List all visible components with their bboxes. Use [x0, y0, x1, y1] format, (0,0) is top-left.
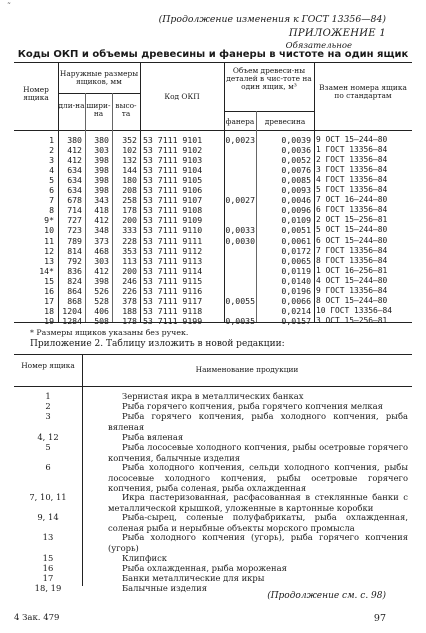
cell-height: 200: [122, 265, 137, 276]
appendix2-intro: Приложение 2. Таблицу изложить в новой редакции:: [30, 339, 285, 349]
cell-width: 398: [94, 185, 109, 196]
cell-height: 178: [122, 315, 137, 326]
cell-wood: 0,0036: [281, 145, 311, 156]
order-number: 4 Зак. 479: [14, 613, 60, 623]
cell-wood: 0,0196: [281, 285, 311, 296]
cell-replace: 6 ОСТ 15—244—80: [316, 235, 388, 245]
cell-height: 208: [122, 185, 137, 196]
col-header-height: высо-та: [115, 101, 137, 118]
cell-width: 418: [94, 205, 109, 216]
cell-box-no: 14*: [39, 265, 54, 276]
cell-width: 398: [94, 175, 109, 186]
cell-replace: 3 ОСТ 15—256—81: [316, 315, 388, 325]
cell-replace: 6 ГОСТ 13356—84: [316, 205, 388, 215]
cell-replace: 5 ОСТ 15—244—80: [316, 225, 388, 235]
product-row-number: 6: [45, 462, 51, 472]
product-row-number: 17: [42, 573, 54, 583]
product-row-number: 15: [42, 553, 54, 563]
cell-plywood: 0,0055: [225, 295, 255, 306]
cell-replace: 4 ГОСТ 13356—84: [316, 175, 388, 185]
cell-wood: 0,0109: [281, 215, 311, 226]
cell-replace: 1 ОСТ 16—256—81: [316, 265, 388, 275]
appendix-title: ПРИЛОЖЕНИЕ 1: [288, 28, 386, 39]
cell-width: 468: [94, 245, 109, 256]
col-header-dimensions: Наружные размеры ящиков, мм: [59, 69, 139, 86]
cell-box-no: 15: [44, 275, 54, 286]
cell-okp: 53 7111 9107: [143, 195, 203, 206]
cell-wood: 0,0066: [281, 295, 311, 306]
cell-replace: 8 ОСТ 15—244—80: [316, 295, 388, 305]
product-row-number: 1: [45, 391, 51, 401]
col-header-okp: Код ОКП: [164, 92, 200, 101]
cell-okp: 53 7111 9109: [143, 215, 203, 226]
product-row-number: 13: [42, 532, 54, 542]
cell-length: 412: [67, 155, 82, 166]
cell-height: 144: [122, 165, 137, 176]
product-row-text: Рыба лососевые холодного копчения, рыбы осетровые горячего копчения, балычные изделия: [108, 442, 408, 463]
cell-okp: 53 7111 9115: [143, 275, 203, 286]
cell-okp: 53 7111 9106: [143, 185, 203, 196]
cell-box-no: 18: [44, 305, 54, 316]
cell-okp: 53 7111 9104: [143, 165, 203, 176]
cell-replace: 9 ОСТ 15—244—80: [316, 135, 388, 144]
cell-length: 380: [67, 135, 82, 145]
cell-plywood: 0,0030: [225, 235, 255, 246]
cell-width: 398: [94, 275, 109, 286]
cell-okp: 53 7111 9117: [143, 295, 203, 306]
product-row-number: 18, 19: [34, 583, 62, 593]
cell-width: 373: [94, 235, 109, 246]
cell-okp: 53 7111 9113: [143, 255, 203, 266]
cell-height: 180: [122, 175, 137, 186]
cell-okp: 53 7111 9114: [143, 265, 203, 276]
cell-plywood: 0,0027: [225, 195, 255, 206]
cell-width: 406: [94, 305, 109, 316]
cell-height: 258: [122, 195, 137, 206]
product-row-text: Рыба горячего копчения, рыба холодного копчения, рыба вяленая: [108, 411, 408, 432]
appendix-status: Обязательное: [285, 41, 352, 51]
cell-wood: 0,0061: [281, 235, 311, 246]
cell-width: 303: [94, 145, 109, 156]
cell-wood: 0,0140: [281, 275, 311, 286]
cell-box-no: 5: [49, 175, 54, 186]
cell-box-no: 8: [49, 205, 54, 216]
cell-box-no: 11: [44, 235, 54, 246]
cell-plywood: 0,0023: [225, 135, 255, 145]
cell-box-no: 1: [49, 135, 54, 145]
cell-height: 188: [122, 305, 137, 316]
cell-wood: 0,0172: [281, 245, 311, 256]
cell-okp: 53 7111 9118: [143, 305, 203, 316]
cell-replace: 7 ГОСТ 13356—84: [316, 245, 388, 255]
cell-wood: 0,0065: [281, 255, 311, 266]
product-row-text: Рыба холодного копчения (угорь), рыба горячего копчения (угорь): [108, 532, 408, 553]
cell-length: 836: [67, 265, 82, 276]
cell-replace: 4 ОСТ 15—244—80: [316, 275, 388, 285]
product-row-number: 7, 10, 11: [29, 492, 67, 502]
cell-width: 508: [94, 315, 109, 326]
cell-plywood: 0,0033: [225, 225, 255, 236]
cell-wood: 0,0076: [281, 165, 311, 176]
cell-box-no: 3: [49, 155, 54, 166]
cell-width: 412: [94, 265, 109, 276]
cell-height: 102: [122, 145, 137, 156]
col-header-wood: древесина: [264, 117, 306, 126]
cell-replace: 9 ГОСТ 13356—84: [316, 285, 388, 295]
cell-length: 412: [67, 145, 82, 156]
cell-box-no: 13: [44, 255, 54, 266]
product-row-number: 4, 12: [37, 432, 59, 442]
cell-box-no: 10: [44, 225, 54, 236]
cell-width: 528: [94, 295, 109, 306]
cell-okp: 53 7111 9199: [143, 315, 203, 326]
product-row-text: Рыба горячего копчения, рыба горячего копчения мелкая: [122, 401, 383, 411]
product-row-text: Рыба холодного копчения, сельди холодного копчения, рыбы лососевые холодного копчения, рыбы осетровые горячего копчения, рыба соленая, рыба охлажденная: [108, 462, 408, 494]
cell-box-no: 17: [44, 295, 54, 306]
cell-height: 178: [122, 205, 137, 216]
cell-wood: 0,0214: [281, 305, 311, 316]
cell-box-no: 7: [49, 195, 54, 206]
cell-replace: 8 ГОСТ 13356—84: [316, 255, 388, 265]
cell-okp: 53 7111 9102: [143, 145, 203, 156]
continuation-footer: (Продолжение см. с. 98): [267, 591, 386, 601]
cell-okp: 53 7111 9108: [143, 205, 203, 216]
cell-length: 714: [67, 205, 82, 216]
cell-replace: 3 ГОСТ 13356—84: [316, 165, 388, 175]
cell-replace: 10 ГОСТ 13356—84: [316, 305, 393, 315]
product-row-text: Клипфиск: [122, 553, 168, 563]
cell-wood: 0,0157: [281, 315, 311, 326]
cell-box-no: 2: [49, 145, 54, 156]
continuation-header: (Продолжение изменения к ГОСТ 13356—84): [158, 14, 386, 25]
cell-length: 824: [67, 275, 82, 286]
cell-height: 353: [122, 245, 137, 256]
cell-length: 678: [67, 195, 82, 206]
cell-okp: 53 7111 9105: [143, 175, 203, 186]
cell-length: 789: [67, 235, 82, 246]
cell-okp: 53 7111 9110: [143, 225, 203, 236]
cell-height: 228: [122, 235, 137, 246]
cell-okp: 53 7111 9111: [143, 235, 203, 246]
cell-box-no: 6: [49, 185, 54, 196]
cell-wood: 0,0093: [281, 185, 311, 196]
product-row-number: 16: [42, 563, 54, 573]
cell-wood: 0,0046: [281, 195, 311, 206]
cell-replace: 7 ОСТ 16—244—80: [316, 195, 388, 205]
cell-width: 398: [94, 155, 109, 166]
product-row-number: 3: [45, 411, 51, 421]
cell-box-no: 12: [44, 245, 54, 256]
product-row-number: 5: [45, 442, 51, 452]
cell-length: 727: [67, 215, 82, 226]
cell-wood: 0,0096: [281, 205, 311, 216]
cell-length: 1284: [62, 315, 82, 326]
page-number: 97: [373, 613, 386, 624]
product-row-text: Банки металлические для икры: [122, 573, 265, 583]
table-title: Коды ОКП и объемы древесины и фанеры в чистоте на один ящик: [17, 49, 409, 60]
cell-length: 864: [67, 285, 82, 296]
cell-length: 814: [67, 245, 82, 256]
product-row-number: 9, 14: [37, 512, 59, 522]
cell-wood: 0,0039: [281, 135, 311, 145]
cell-replace: 2 ОСТ 15—256—81: [316, 215, 388, 225]
cell-wood: 0,0085: [281, 175, 311, 186]
cell-okp: 53 7111 9116: [143, 285, 203, 296]
cell-width: 303: [94, 255, 109, 266]
cell-height: 113: [122, 255, 137, 266]
cell-box-no: 4: [49, 165, 54, 176]
product-row-text: Икра пастеризованная, расфасованная в стеклянные банки с металлической крышкой, уложенные в картонные коробки: [108, 492, 408, 513]
col-header-volume: Объем древеси-ны деталей в чис-тоте на один ящик, м³: [226, 66, 312, 91]
t2-header-name: Наименование продукции: [195, 365, 299, 374]
table-footnote: * Размеры ящиков указаны без ручек.: [30, 328, 189, 337]
col-header-box-no: Номер ящика: [23, 85, 49, 102]
product-row-text: Рыба вяленая: [122, 432, 184, 442]
cell-length: 634: [67, 175, 82, 186]
cell-box-no: 19: [44, 315, 54, 326]
cell-okp: 53 7111 9112: [143, 245, 203, 256]
col-header-replace: Взамен номера ящика по стандартам: [319, 83, 407, 100]
cell-replace: 1 ГОСТ 13356—84: [316, 145, 388, 155]
cell-height: 226: [122, 285, 137, 296]
cell-box-no: 16: [44, 285, 54, 296]
cell-length: 1204: [62, 305, 82, 316]
cell-replace: 5 ГОСТ 13356—84: [316, 185, 388, 195]
cell-width: 412: [94, 215, 109, 226]
product-row-text: Рыба-сырец, соленые полуфабрикаты, рыба охлажденная, соленая рыба и нерыбные объекты морского промысла: [108, 512, 408, 533]
cell-okp: 53 7111 9103: [143, 155, 203, 166]
cell-wood: 0,0119: [281, 265, 311, 276]
cell-width: 526: [94, 285, 109, 296]
cell-wood: 0,0052: [281, 155, 311, 166]
product-row-text: Зернистая икра в металлических банках: [122, 391, 304, 401]
cell-width: 348: [94, 225, 109, 236]
cell-replace: 2 ГОСТ 13356—84: [316, 155, 388, 165]
cell-length: 634: [67, 185, 82, 196]
cell-width: 380: [94, 135, 109, 145]
cell-height: 378: [122, 295, 137, 306]
cell-length: 634: [67, 165, 82, 176]
product-row-text: Рыба охлажденная, рыба мороженая: [122, 563, 287, 573]
product-row-text: Балычные изделия: [122, 583, 207, 593]
product-row-number: 2: [45, 401, 51, 411]
cell-height: 200: [122, 215, 137, 226]
cell-box-no: 9*: [44, 215, 54, 226]
cell-length: 868: [67, 295, 82, 306]
cell-height: 333: [122, 225, 137, 236]
cell-okp: 53 7111 9101: [143, 135, 203, 145]
cell-length: 723: [67, 225, 82, 236]
cell-width: 398: [94, 165, 109, 176]
t2-header-box-no: Номер ящика: [21, 361, 75, 370]
cell-height: 246: [122, 275, 137, 286]
cell-width: 343: [94, 195, 109, 206]
cell-plywood: 0,0035: [225, 315, 255, 326]
col-header-length: дли-на: [58, 101, 85, 110]
cell-height: 132: [122, 155, 137, 166]
col-header-plywood: фанера: [225, 117, 255, 126]
cell-height: 352: [122, 135, 137, 145]
cell-wood: 0,0051: [281, 225, 311, 236]
col-header-width: шири-на: [86, 101, 111, 118]
scan-mark: ˜: [7, 2, 11, 11]
cell-length: 792: [67, 255, 82, 266]
